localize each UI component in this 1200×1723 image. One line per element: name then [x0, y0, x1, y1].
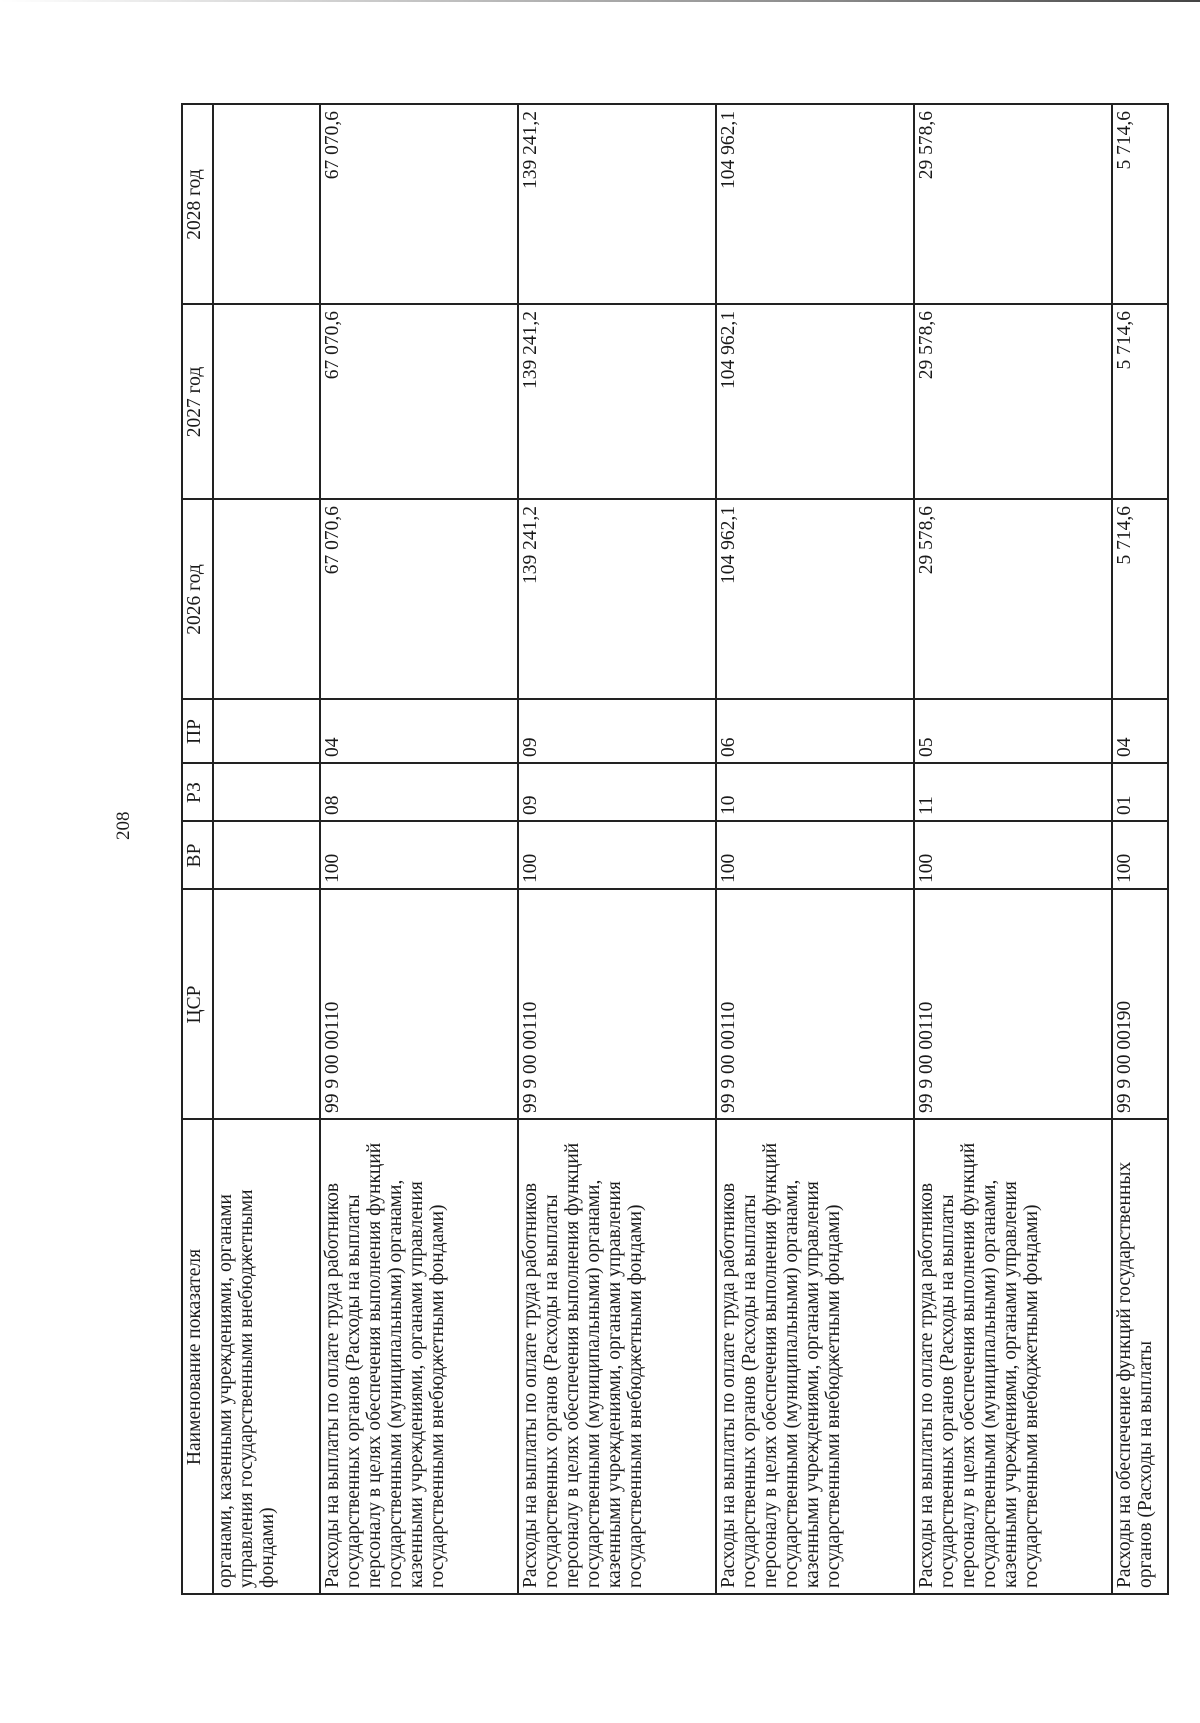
- row-rz: 11: [914, 763, 1112, 821]
- row-pr: 04: [320, 699, 518, 763]
- row-2026: 104 962,1: [716, 499, 914, 699]
- scan-edge-line: [0, 0, 1200, 2]
- row-2027: 104 962,1: [716, 304, 914, 499]
- header-rz: РЗ: [182, 763, 213, 821]
- row-2026: 67 070,6: [320, 499, 518, 699]
- table-row: [320, 104, 518, 1594]
- header-name: Наименование показателя: [182, 1119, 213, 1594]
- row-2027: 67 070,6: [320, 304, 518, 499]
- row-2028: [213, 104, 320, 304]
- row-vr: 100: [914, 821, 1112, 889]
- row-pr: 06: [716, 699, 914, 763]
- row-name: Расходы на выплаты по оплате труда работников государственных органов (Расходы на выплаты персоналу в целях обеспечения выполнения функций государственными (муниципальными) органами, казенными учреждениями, органами управления государственными внебюджетными фондами): [914, 1119, 1112, 1594]
- table-row: [1112, 104, 1168, 1594]
- row-csr: [213, 889, 320, 1119]
- header-2027: 2027 год: [182, 304, 213, 499]
- row-csr: 99 9 00 00110: [320, 889, 518, 1119]
- row-2027: [213, 304, 320, 499]
- table-row: [518, 104, 716, 1594]
- row-csr: 99 9 00 00110: [716, 889, 914, 1119]
- row-pr: [213, 699, 320, 763]
- row-rz: 09: [518, 763, 716, 821]
- row-2028: 67 070,6: [320, 104, 518, 304]
- header-2028: 2028 год: [182, 104, 213, 304]
- header-2026: 2026 год: [182, 499, 213, 699]
- row-2027: 29 578,6: [914, 304, 1112, 499]
- row-2026: 5 714,6: [1112, 499, 1168, 699]
- header-pr: ПР: [182, 699, 213, 763]
- row-2026: 139 241,2: [518, 499, 716, 699]
- row-2028: 104 962,1: [716, 104, 914, 304]
- row-2028: 139 241,2: [518, 104, 716, 304]
- table-row: [914, 104, 1112, 1594]
- row-rz: 01: [1112, 763, 1168, 821]
- row-name: Расходы на обеспечение функций государственных органов (Расходы на выплаты: [1112, 1119, 1168, 1594]
- row-rz: [213, 763, 320, 821]
- row-vr: [213, 821, 320, 889]
- row-rz: 10: [716, 763, 914, 821]
- rotated-table-container: [181, 105, 1157, 1595]
- row-2028: 5 714,6: [1112, 104, 1168, 304]
- header-vr: ВР: [182, 821, 213, 889]
- row-2028: 29 578,6: [914, 104, 1112, 304]
- row-2027: 5 714,6: [1112, 304, 1168, 499]
- header-csr: ЦСР: [182, 889, 213, 1119]
- row-2027: 139 241,2: [518, 304, 716, 499]
- page-number: 208: [113, 811, 134, 840]
- table-header-row: [182, 104, 213, 1594]
- row-name: Расходы на выплаты по оплате труда работников государственных органов (Расходы на выплаты персоналу в целях обеспечения выполнения функций государственными (муниципальными) органами, казенными учреждениями, органами управления государственными внебюджетными фондами): [716, 1119, 914, 1594]
- row-2026: [213, 499, 320, 699]
- row-vr: 100: [716, 821, 914, 889]
- row-csr: 99 9 00 00190: [1112, 889, 1168, 1119]
- row-csr: 99 9 00 00110: [518, 889, 716, 1119]
- row-name: Расходы на выплаты по оплате труда работников государственных органов (Расходы на выплаты персоналу в целях обеспечения выполнения функций государственными (муниципальными) органами, казенными учреждениями, органами управления государственными внебюджетными фондами): [518, 1119, 716, 1594]
- row-pr: 04: [1112, 699, 1168, 763]
- table-row: [213, 104, 320, 1594]
- row-rz: 08: [320, 763, 518, 821]
- row-vr: 100: [320, 821, 518, 889]
- budget-table: [181, 103, 1169, 1595]
- row-2026: 29 578,6: [914, 499, 1112, 699]
- row-vr: 100: [1112, 821, 1168, 889]
- row-pr: 09: [518, 699, 716, 763]
- row-pr: 05: [914, 699, 1112, 763]
- row-csr: 99 9 00 00110: [914, 889, 1112, 1119]
- row-vr: 100: [518, 821, 716, 889]
- table-row: [716, 104, 914, 1594]
- row-name: органами, казенными учреждениями, органами управления государственными внебюджетными фондами): [213, 1119, 320, 1594]
- row-name: Расходы на выплаты по оплате труда работников государственных органов (Расходы на выплаты персоналу в целях обеспечения выполнения функций государственными (муниципальными) органами, казенными учреждениями, органами управления государственными внебюджетными фондами): [320, 1119, 518, 1594]
